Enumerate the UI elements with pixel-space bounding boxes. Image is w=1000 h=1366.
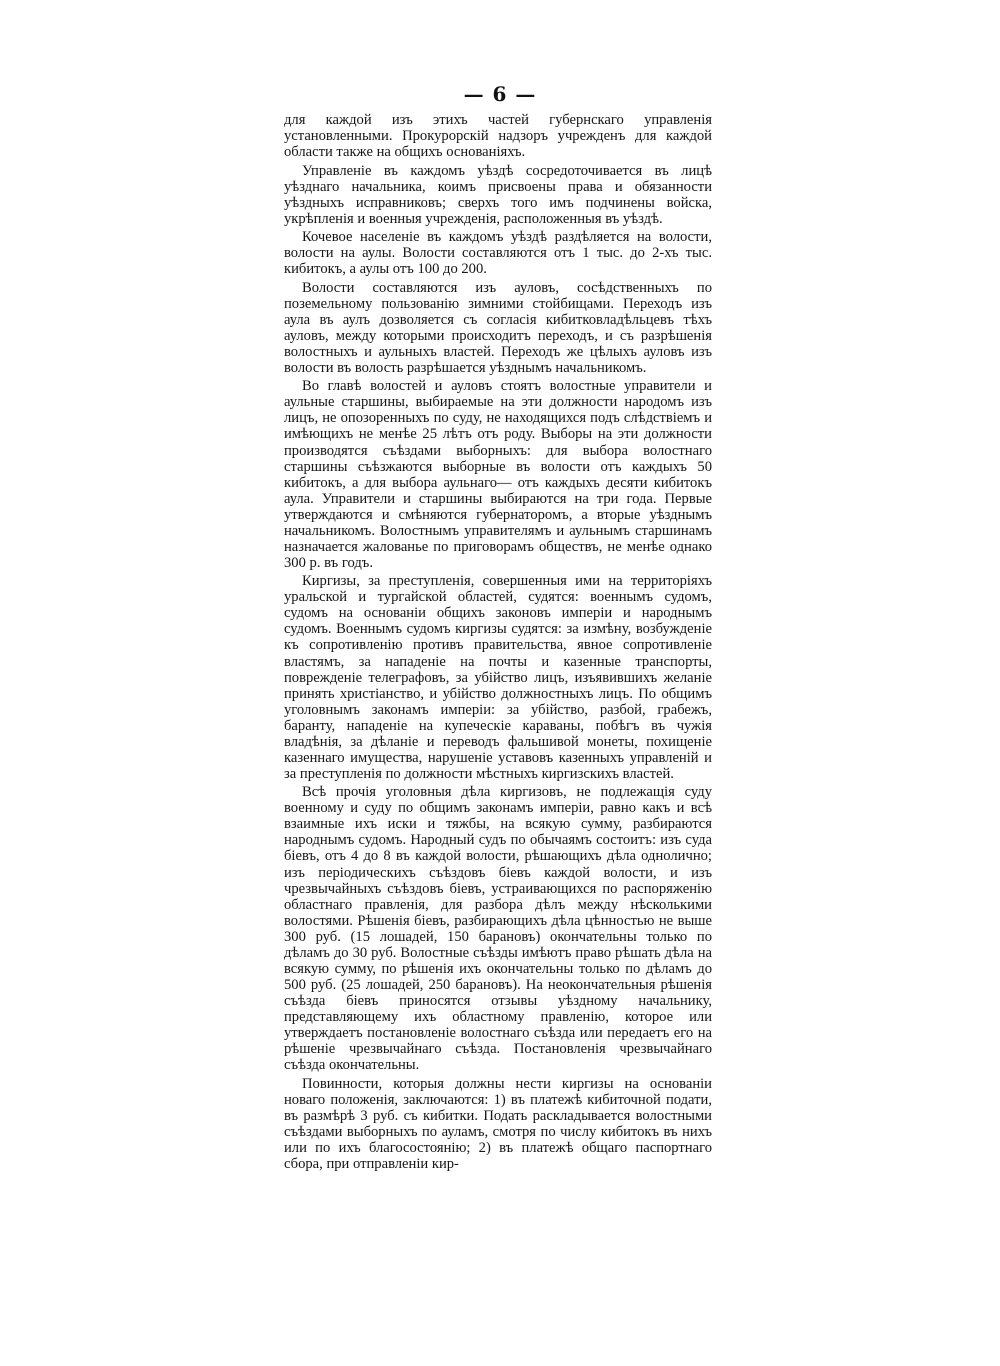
- paragraph-continuation: для каждой изъ этихъ частей губернскаго управленія установленными. Прокурорскій надзоръ учрежденъ для каждой области также на общихъ основаніяхъ.: [284, 112, 712, 161]
- paragraph-elected-officials: Во главѣ волостей и ауловъ стоятъ волостные управители и аульные старшины, выбираемые на эти должности народомъ изъ лицъ, не опозоренныхъ по суду, не находящихся подъ слѣдствіемъ и имѣющихъ не менѣе 25 лѣтъ отъ роду. Выборы на эти должности производятся съѣздами выборныхъ: для выбора волостнаго старшины съѣзжаются выборные въ волости отъ каждыхъ 50 кибитокъ, а для выбора аульнаго— отъ каждыхъ десяти кибитокъ аула. Управители и старшины выбираются на три года. Первые утверждаются и смѣняются губернаторомъ, а вторые уѣзднымъ начальникомъ. Волостнымъ управителямъ и аульнымъ старшинамъ назначается жалованье по приговорамъ обществъ, не менѣе однако 300 р. въ годъ.: [284, 378, 712, 571]
- page-number: — 6 —: [463, 82, 537, 106]
- body-text: [284, 112, 712, 1172]
- paragraph-district-administration: Управленіе въ каждомъ уѣздѣ сосредоточивается въ лицѣ уѣзднаго начальника, коимъ присвоены права и обязанности уѣздныхъ исправниковъ; сверхъ того имъ подчинены войска, укрѣпленія и военныя учрежденія, расположенныя въ уѣздѣ.: [284, 162, 712, 227]
- paragraph-volost-composition: Волости составляются изъ ауловъ, сосѣдственныхъ по поземельному пользованію зимними стойбищами. Переходъ изъ аула въ аулъ дозволяется съ согласія кибитковладѣльцевъ тѣхъ ауловъ, между которыми происходитъ переходъ, и съ разрѣшенія волостныхъ и аульныхъ властей. Переходъ же цѣлыхъ ауловъ изъ волости въ волость разрѣшается уѣзднымъ начальникомъ.: [284, 279, 712, 376]
- paragraph-courts: Киргизы, за преступленія, совершенныя ими на территоріяхъ уральской и тургайской областей, судятся: военнымъ судомъ, судомъ на основаніи общихъ законовъ имперіи и народнымъ судомъ. Военнымъ судомъ киргизы судятся: за измѣну, возбужденіе къ сопротивленію противъ правительства, явное сопротивленіе властямъ, за нападеніе на почты и казенные транспорты, поврежденіе телеграфовъ, за убійство лицъ, изъявившихъ желаніе принять христіанство, и убійство должностныхъ лицъ. По общимъ уголовнымъ законамъ имперіи: за убійство, разбой, грабежъ, баранту, нападеніе на купеческіе караваны, побѣгъ въ чужія владѣнія, за дѣланіе и переводъ фальшивой монеты, похищеніе казеннаго имущества, нарушеніе уставовъ казенныхъ управленій и за преступленія по должности мѣстныхъ киргизскихъ властей.: [284, 573, 712, 782]
- paragraph-nomadic-population: Кочевое населеніе въ каждомъ уѣздѣ раздѣляется на волости, волости на аулы. Волости составляются отъ 1 тыс. до 2-хъ тыс. кибитокъ, а аулы отъ 100 до 200.: [284, 229, 712, 278]
- paragraph-duties: Повинности, которыя должны нести киргизы на основаніи новаго положенія, заключаются: 1) въ платежѣ кибиточной подати, въ размѣрѣ 3 руб. съ кибитки. Подать раскладывается волостными съѣздами выборныхъ по ауламъ, смотря по числу кибитокъ въ нихъ или по ихъ благосостоянію; 2) въ платежѣ общаго паспортнаго сбора, при отправленіи кир-: [284, 1075, 712, 1172]
- paragraph-peoples-court: Всѣ прочія уголовныя дѣла киргизовъ, не подлежащія суду военному и суду по общимъ законамъ имперіи, равно какъ и всѣ взаимные ихъ иски и тяжбы, на всякую сумму, разбираются народнымъ судомъ. Народный судъ по обычаямъ состоитъ: изъ суда біевъ, отъ 4 до 8 въ каждой волости, рѣшающихъ дѣла однолично; изъ періодическихъ съѣздовъ біевъ каждой волости, и изъ чрезвычайныхъ съѣздовъ біевъ, устраивающихся по распоряженію областнаго правленія, для разбора дѣлъ между нѣсколькими волостями. Рѣшенія біевъ, разбирающихъ дѣла цѣнностью не выше 300 руб. (15 лошадей, 150 барановъ) окончательны только по дѣламъ до 30 руб. Волостные съѣзды имѣютъ право рѣшать дѣла на всякую сумму, по рѣшенія ихъ окончательны только по дѣламъ до 500 руб. (25 лошадей, 250 барановъ). На неокончательныя рѣшенія съѣзда біевъ приносятся отзывы уѣздному начальнику, представляющему ихъ областному правленію, которое или утверждаетъ постановленіе волостнаго съѣзда или передаетъ его на рѣшеніе чрезвычайнаго съѣзда. Постановленія чрезвычайнаго съѣзда окончательны.: [284, 784, 712, 1074]
